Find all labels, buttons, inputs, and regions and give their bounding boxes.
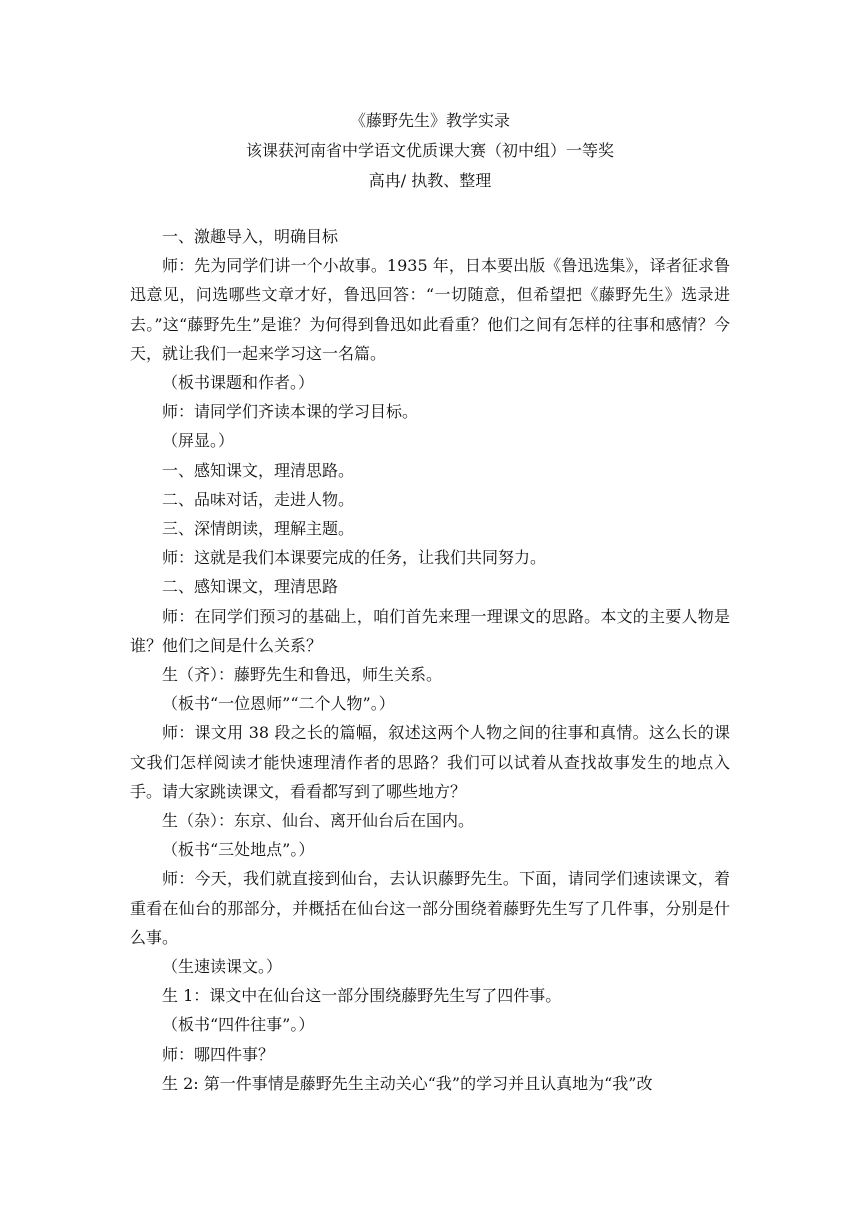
paragraph: （板书“三处地点”。） xyxy=(162,840,315,860)
paragraph: 师：哪四件事？ xyxy=(162,1044,275,1064)
paragraph: 生（齐）：藤野先生和鲁迅，师生关系。 xyxy=(162,665,443,685)
paragraph: （屏显。） xyxy=(162,431,235,451)
paragraph: （板书“一位恩师”“二个人物”。） xyxy=(162,694,395,714)
paragraph: 师：在同学们预习的基础上，咱们首先来理一理课文的思路。本文的主要人物是谁？他们之间是什么关系？ xyxy=(130,606,730,655)
paragraph: （板书“四件往事”。） xyxy=(162,1015,315,1035)
paragraph: （生速读课文。） xyxy=(162,957,283,977)
document-subtitle: 该课获河南省中学语文优质课大赛（初中组）一等奖 xyxy=(245,141,614,160)
paragraph: 师：今天，我们就直接到仙台，去认识藤野先生。下面，请同学们速读课文，着重看在仙台的那部分，并概括在仙台这一部分围绕着藤野先生写了几件事，分别是什么事。 xyxy=(130,869,730,947)
paragraph: 师：请同学们齐读本课的学习目标。 xyxy=(162,402,419,422)
goal-item-3: 三、深情朗读，理解主题。 xyxy=(162,519,355,539)
goal-item-2: 二、品味对话，走进人物。 xyxy=(162,489,355,509)
paragraph: 师：这就是我们本课要完成的任务，让我们共同努力。 xyxy=(162,548,547,568)
document-author: 高冉/ 执教、整理 xyxy=(368,171,492,190)
document-body xyxy=(130,222,730,1098)
paragraph: 师：课文用 38 段之长的篇幅，叙述这两个人物之间的往事和真情。这么长的课文我们怎样阅读才能快速理清作者的思路？我们可以试着从查找故事发生的地点入手。请大家跳读课文，看看都写到了哪些地方？ xyxy=(130,723,730,801)
paragraph: 生 1：课文中在仙台这一部分围绕藤野先生写了四件事。 xyxy=(162,986,562,1006)
paragraph: 生 2: 第一件事情是藤野先生主动关心“我”的学习并且认真地为“我”改 xyxy=(162,1073,653,1093)
paragraph: （板书课题和作者。） xyxy=(162,373,315,393)
section-heading-1: 一、激趣导入，明确目标 xyxy=(162,227,339,246)
document-title: 《藤野先生》教学实录 xyxy=(349,111,510,130)
goal-item-1: 一、感知课文，理清思路。 xyxy=(162,460,355,480)
document-header xyxy=(0,106,860,196)
section-heading-2: 二、感知课文，理清思路 xyxy=(162,577,339,597)
paragraph: 生（杂）：东京、仙台、离开仙台后在国内。 xyxy=(162,811,475,831)
paragraph: 师：先为同学们讲一个小故事。1935 年，日本要出版《鲁迅选集》，译者征求鲁迅意见，问选哪些文章才好，鲁迅回答：“一切随意，但希望把《藤野先生》选录进去。”这“藤野先生”是谁？为何得到鲁迅如此看重？他们之间有怎样的往事和感情？今天，就让我们一起来学习这一名篇。 xyxy=(130,256,730,363)
